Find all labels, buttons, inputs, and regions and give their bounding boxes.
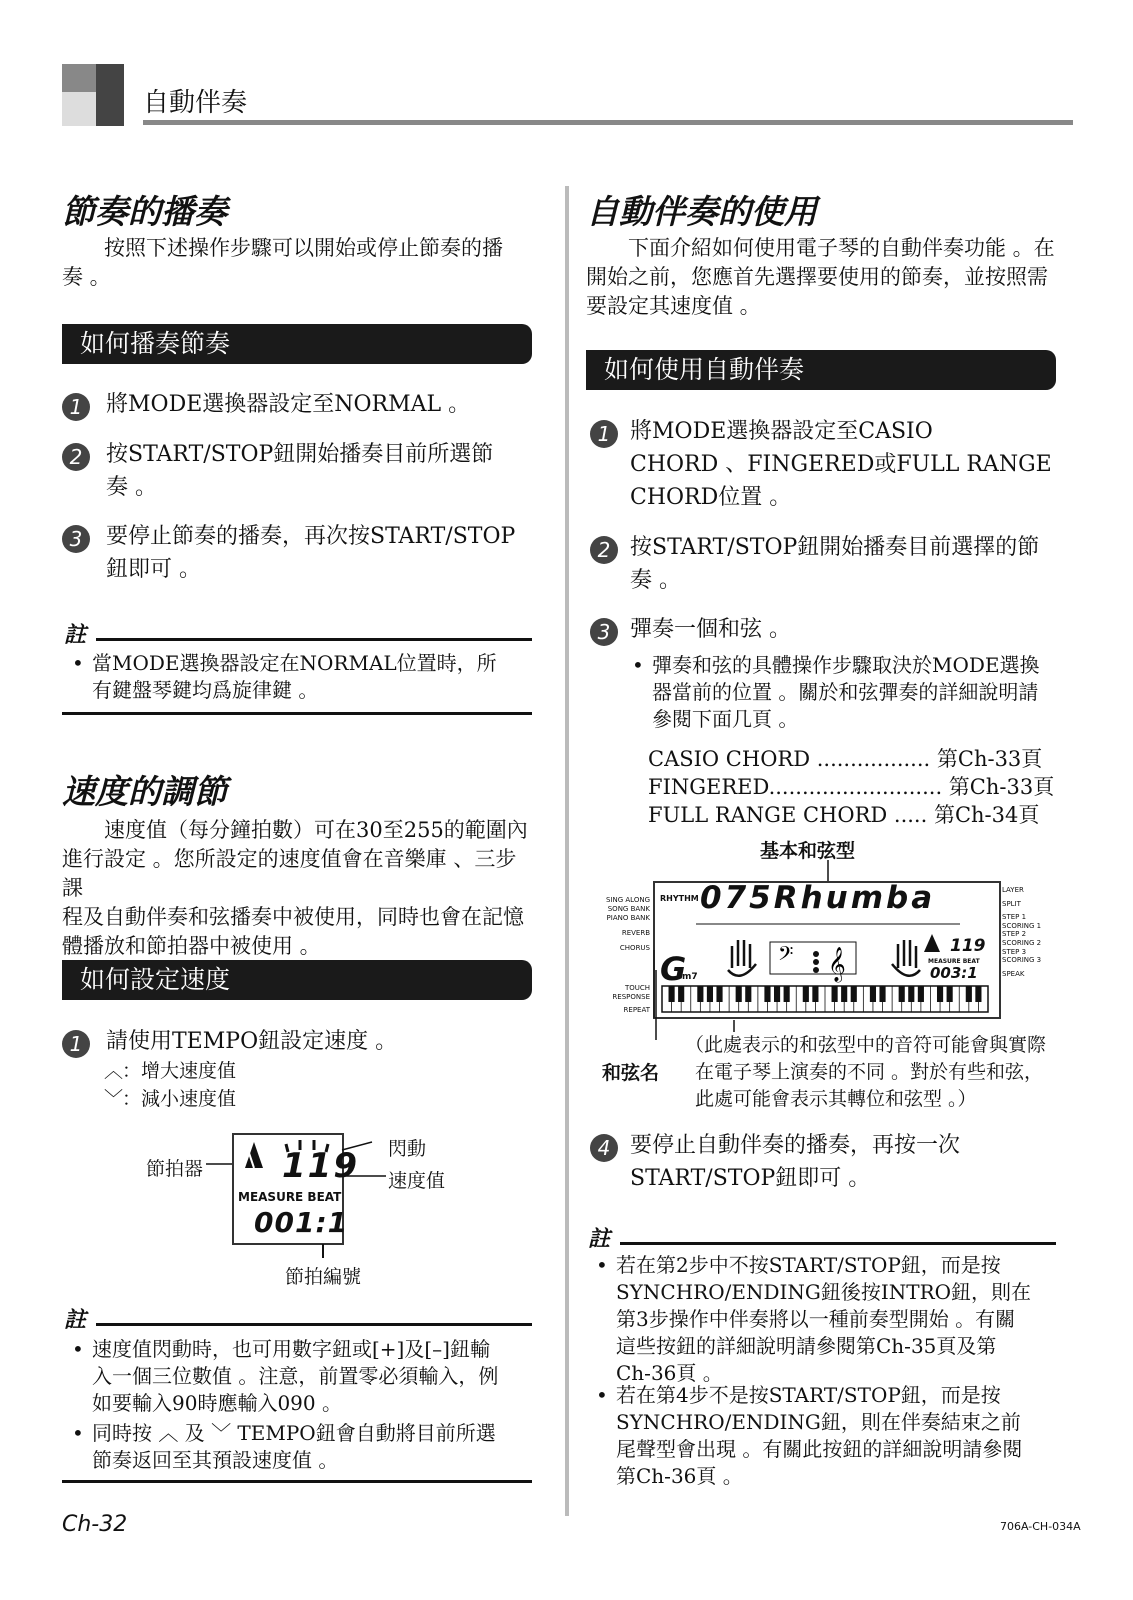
step-number: 2 [590,536,618,564]
note-heading: 註 [588,1227,611,1252]
step-number: 3 [62,525,90,553]
step-text: 將MODE選換器設定至CASIO CHORD 、FINGERED或FULL RANGE CHORD位置 。 [630,419,1052,510]
page-ref-casio-chord: CASIO CHORD ................. 第Ch-33頁 [648,747,1043,771]
step-text: 要停止節奏的播奏，再次按START/STOP 鈕即可 。 [106,524,516,582]
step-number: 1 [62,393,90,421]
tempo-value-label: 速度值 [388,1170,446,1192]
rhythm-indicator: RHYTHM [660,894,699,903]
basic-chord-label: 基本和弦型 [760,840,856,862]
page-ref-full-range: FULL RANGE CHORD ..... 第Ch-34頁 [648,803,1040,827]
rhythm-name-display: 075Rhumba [700,880,936,916]
document-code: 706A-CH-034A [1000,1520,1081,1533]
intro-tempo: 速度值（每分鐘拍數）可在30至255的範圍內 進行設定 。您所設定的速度值會在音樂庫 、三步課 程及自動伴奏和弦播奏中被使用，同時也會在記憶 體播放和節拍器中被使用 。 [62,818,528,958]
lcd-tempo-digits: 119 [950,936,986,956]
lcd-bottom-left-indicators: TOUCH RESPONSE REPEAT [612,984,650,1014]
note-end-rule [62,1480,532,1483]
step-number: 1 [62,1030,90,1058]
intro-auto-accomp: 下面介紹如何使用電子琴的自動伴奏功能 。在 開始之前，您應首先選擇要使用的節奏，並按照需 要設定其速度值 。 [586,236,1055,318]
beat-number-label: 節拍編號 [285,1266,362,1288]
step-text: 彈奏一個和弦 。 [630,617,791,642]
tempo-up-line: ︿：增大速度值 [104,1058,236,1085]
step-text: 請使用TEMPO鈕設定速度 。 [106,1029,398,1054]
intro-rhythm-play: 按照下述操作步驟可以開始或停止節奏的播 奏 。 [62,236,503,289]
step-number: 4 [590,1134,618,1162]
header-rule [143,120,1073,125]
step-number: 3 [590,618,618,646]
step-text: 將MODE選換器設定至NORMAL 。 [106,392,471,417]
chord-name-label: 和弦名 [602,1062,660,1084]
section-title-tempo: 速度的調節 [62,772,227,811]
subsection-bar-play-rhythm: 如何播奏節奏 [62,324,532,364]
blink-label: 閃動 [388,1138,427,1160]
chord-name-display: G [660,950,687,988]
header-tab-decoration [62,64,124,126]
measure-beat-label: MEASURE BEAT [238,1190,342,1204]
lcd-left-indicators: SING ALONG SONG BANK PIANO BANK REVERB CHORUS [605,896,650,952]
section-title-rhythm-play: 節奏的播奏 [62,192,227,231]
note-rule [620,1242,1056,1245]
chevron-up-icon: ︿ [104,1060,124,1082]
step-text: 按START/STOP鈕開始播奏目前選擇的節 奏 。 [630,535,1040,593]
note-rule [96,1323,532,1326]
metronome-label: 節拍器 [146,1158,204,1180]
running-header: 自動伴奏 [143,88,248,118]
note-heading: 註 [64,1308,87,1333]
tempo-lcd-digits: 119 [282,1146,359,1186]
note-rule [96,638,532,641]
measure-lcd-digits: 001:1 [254,1206,349,1239]
svg-text:𝄢: 𝄢 [778,942,794,970]
chord-suffix-display: m7 [682,972,698,982]
piano-keyboard [662,986,988,1012]
note-heading: 註 [64,623,87,648]
step-text: 按START/STOP鈕開始播奏目前所選節 奏 。 [106,442,494,500]
subsection-bar-set-tempo: 如何設定速度 [62,960,532,1000]
svg-text:𝄞: 𝄞 [828,947,846,982]
tempo-down-line: ﹀：減小速度值 [104,1086,236,1113]
step-number: 1 [590,420,618,448]
page-ref-fingered: FINGERED.......................... 第Ch-33頁 [648,775,1055,799]
chevron-down-icon: ﹀ [104,1088,124,1110]
subsection-bar-use-auto-accomp: 如何使用自動伴奏 [586,350,1056,390]
lcd-measure-digits: 003:1 [930,964,978,982]
lcd-measure-beat-label: MEASURE BEAT [928,958,980,965]
page-number: Ch-32 [62,1512,128,1537]
step-text: 要停止自動伴奏的播奏，再按一次 START/STOP鈕即可 。 [630,1133,961,1191]
column-divider [565,186,569,1516]
lcd-right-indicators: LAYER SPLIT STEP 1 SCORING 1 STEP 2 SCORING 2 STEP 3 SCORING 3 SPEAK [1002,886,1042,978]
section-title-auto-accomp: 自動伴奏的使用 [586,192,817,231]
figure-caption: （此處表示的和弦型中的音符可能會與實際 在電子琴上演奏的不同 。對於有些和弦， 此處可能會表示其轉位和弦型 。） [685,1034,1047,1110]
step-number: 2 [62,443,90,471]
note-end-rule [62,712,532,715]
